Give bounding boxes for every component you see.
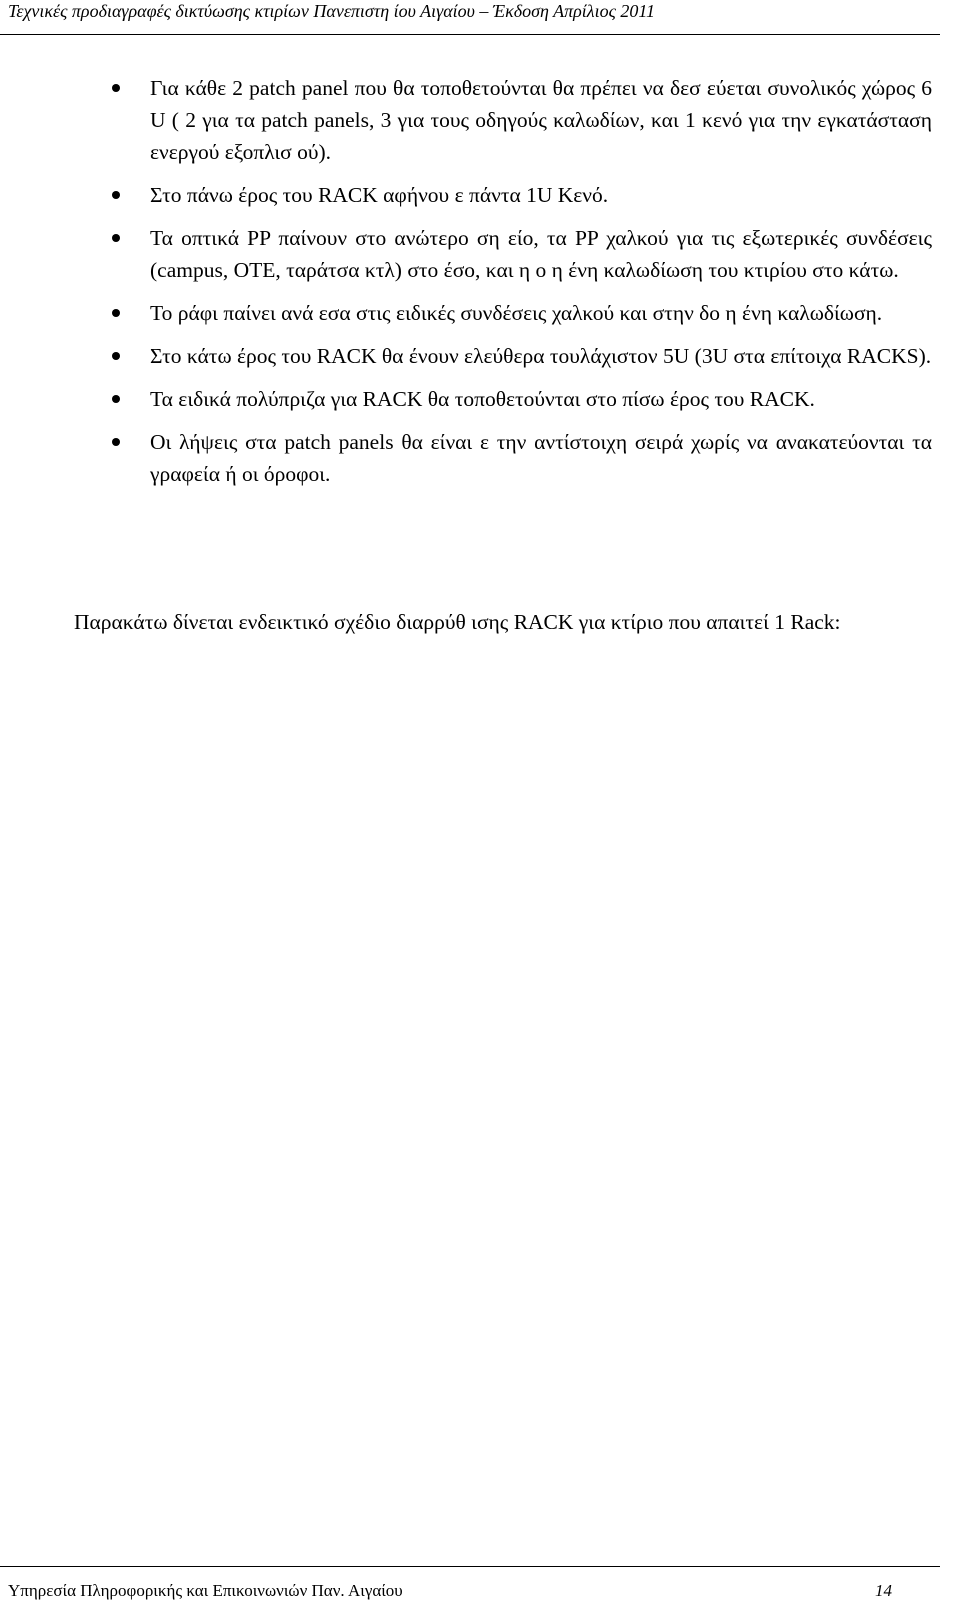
list-item-text: Οι λήψεις στα patch panels θα είναι ε την αντίστοιχη σειρά χωρίς να ανακατεύονται τα γραφεία ή οι όροφοι. — [150, 430, 932, 486]
list-item — [110, 222, 932, 286]
bullet-icon — [112, 234, 120, 242]
bullet-icon — [112, 84, 120, 92]
list-item-text: Στο πάνω έρος του RACK αφήνου ε πάντα 1U Κενό. — [150, 183, 609, 207]
page-header — [0, 0, 940, 35]
list-item — [110, 426, 932, 490]
bullet-icon — [112, 395, 120, 403]
bullet-icon — [112, 191, 120, 199]
list-item — [110, 72, 932, 168]
list-item-text: Για κάθε 2 patch panel που θα τοποθετούνται θα πρέπει να δεσ εύεται συνολικός χώρος 6 U ( 2 για τα patch panels, 3 για τους οδηγούς καλωδίων, και 1 κενό για την εγκατάσταση ενεργού εξοπλισ ού). — [150, 76, 932, 164]
list-item — [110, 297, 932, 329]
page-number: 14 — [875, 1581, 892, 1600]
list-item — [110, 179, 932, 211]
header-title: Τεχνικές προδιαγραφές δικτύωσης κτιρίων Πανεπιστη ίου Αιγαίου – Έκδοση Απρίλιος 2011 — [8, 1, 656, 21]
list-item-text: Τα οπτικά PP παίνουν στο ανώτερο ση είο, τα PP χαλκού για τις εξωτερικές συνδέσεις (campus, ΟΤΕ, ταράτσα κτλ) στο έσο, και η ο η ένη καλωδίωση του κτιρίου στο κάτω. — [150, 226, 932, 282]
list-item — [110, 340, 932, 372]
page-footer — [0, 1566, 940, 1607]
intro-paragraph: Παρακάτω δίνεται ενδεικτικό σχέδιο διαρρύθ ισης RACK για κτίριο που απαιτεί 1 Rack: — [74, 610, 841, 634]
list-item-text: Το ράφι παίνει ανά εσα στις ειδικές συνδέσεις χαλκού και στην δο η ένη καλωδίωση. — [150, 301, 883, 325]
bullet-icon — [112, 309, 120, 317]
list-item — [110, 383, 932, 415]
list-item-text: Στο κάτω έρος του RACK θα ένουν ελεύθερα τουλάχιστον 5U (3U στα επίτοιχα RACKS). — [150, 344, 932, 368]
bullet-list — [110, 72, 932, 501]
bullet-icon — [112, 438, 120, 446]
list-item-text: Τα ειδικά πολύπριζα για RACK θα τοποθετούνται στο πίσω έρος του RACK. — [150, 387, 815, 411]
footer-text: Υπηρεσία Πληροφορικής και Επικοινωνιών Παν. Αιγαίου — [8, 1581, 403, 1600]
bullet-icon — [112, 352, 120, 360]
